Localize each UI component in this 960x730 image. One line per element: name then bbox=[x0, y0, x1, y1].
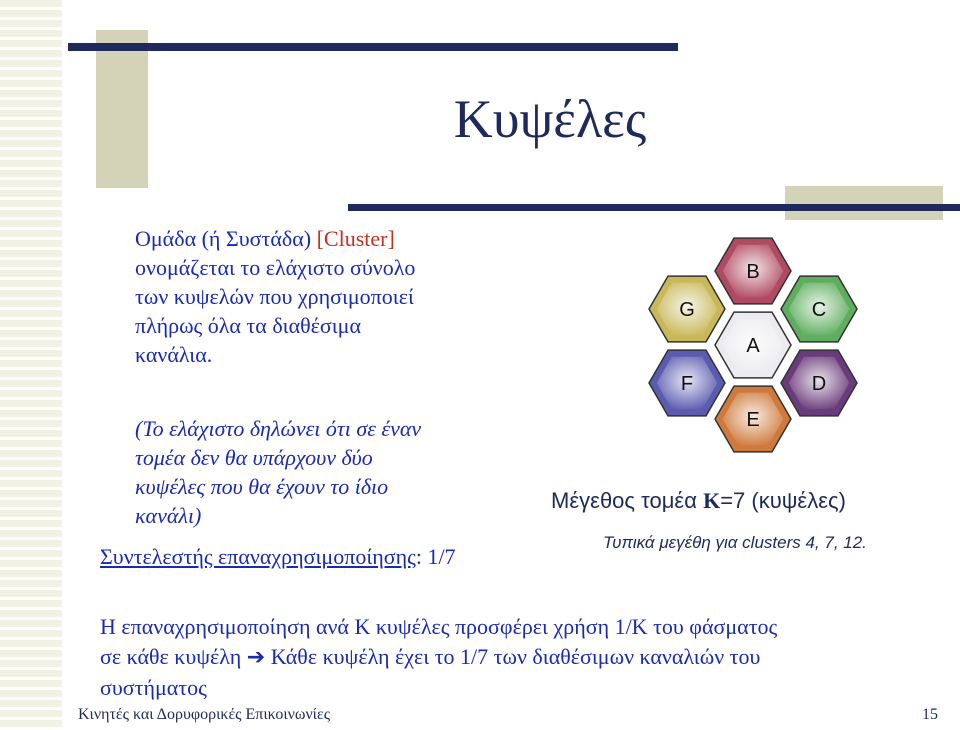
deco-square-top-left bbox=[96, 30, 148, 188]
reuse-factor bbox=[100, 544, 456, 570]
hex-label-d: D bbox=[811, 373, 827, 395]
decorative-stripes bbox=[0, 0, 62, 730]
hex-label-f: F bbox=[680, 373, 694, 395]
hex-cell-d bbox=[781, 350, 857, 416]
cluster-definition-line: πλήρως όλα τα διαθέσιμα bbox=[135, 313, 362, 338]
cluster-definition bbox=[135, 224, 525, 369]
hex-label-c: C bbox=[811, 299, 827, 321]
footer-course: Κινητές και Δορυφορικές Επικοινωνίες bbox=[78, 706, 331, 723]
slide-footer bbox=[78, 706, 938, 724]
explanation-line: Η επαναχρησιμοποίηση ανά Κ κυψέλες προσφέρει χρήση 1/Κ του φάσματος bbox=[100, 614, 778, 639]
note-line: τομέα δεν θα υπάρχουν δύο bbox=[135, 445, 373, 470]
hex-cell-a bbox=[715, 312, 791, 378]
hex-cell-e bbox=[715, 386, 791, 452]
hexagon-cluster-diagram bbox=[600, 225, 870, 465]
reuse-factor-label: Συντελεστής επαναχρησιμοποίησης bbox=[100, 544, 416, 569]
hex-cell-c bbox=[781, 276, 857, 342]
cluster-definition-line: Ομάδα (ή Συστάδα) [Cluster] bbox=[135, 226, 395, 251]
reuse-factor-value: : 1/7 bbox=[415, 544, 456, 569]
cluster-size-k: K bbox=[703, 488, 721, 513]
hex-label-e: E bbox=[746, 409, 760, 431]
hex-label-g: G bbox=[679, 299, 695, 321]
minimum-note bbox=[135, 414, 525, 530]
cluster-definition-line: των κυψελών που χρησιμοποιεί bbox=[135, 284, 414, 309]
note-line: κανάλι) bbox=[135, 503, 202, 528]
deco-square-right bbox=[785, 186, 943, 220]
hex-cell-g bbox=[649, 276, 725, 342]
hex-label-b: B bbox=[746, 261, 760, 283]
arrow-right-icon: ➔ bbox=[246, 645, 266, 670]
cluster-definition-line: κανάλια. bbox=[135, 342, 213, 367]
cluster-definition-line: ονομάζεται το ελάχιστο σύνολο bbox=[135, 255, 416, 280]
note-line: κυψέλες που θα έχουν το ίδιο bbox=[135, 474, 389, 499]
typical-cluster-sizes: Τυπικά μεγέθη για clusters 4, 7, 12. bbox=[603, 533, 867, 552]
note-line: (Το ελάχιστο δηλώνει ότι σε έναν bbox=[135, 416, 422, 441]
deco-bar-right bbox=[348, 204, 960, 211]
hex-cell-f bbox=[649, 350, 725, 416]
deco-bar-top bbox=[68, 43, 678, 51]
page-number: 15 bbox=[922, 706, 938, 723]
cluster-tag: [Cluster] bbox=[316, 226, 395, 251]
slide-title: Κυψέλες bbox=[453, 89, 647, 149]
explanation-line: σε κάθε κυψέλη ➔ Κάθε κυψέλη έχει το 1/7 των διαθέσιμων καναλιών του bbox=[100, 644, 761, 670]
hex-label-a: A bbox=[746, 335, 760, 357]
explanation-line: συστήματος bbox=[100, 675, 207, 700]
reuse-explanation bbox=[100, 612, 950, 703]
cluster-size: Μέγεθος τομέα K=7 (κυψέλες) bbox=[551, 488, 846, 513]
hex-cell-b bbox=[715, 238, 791, 304]
